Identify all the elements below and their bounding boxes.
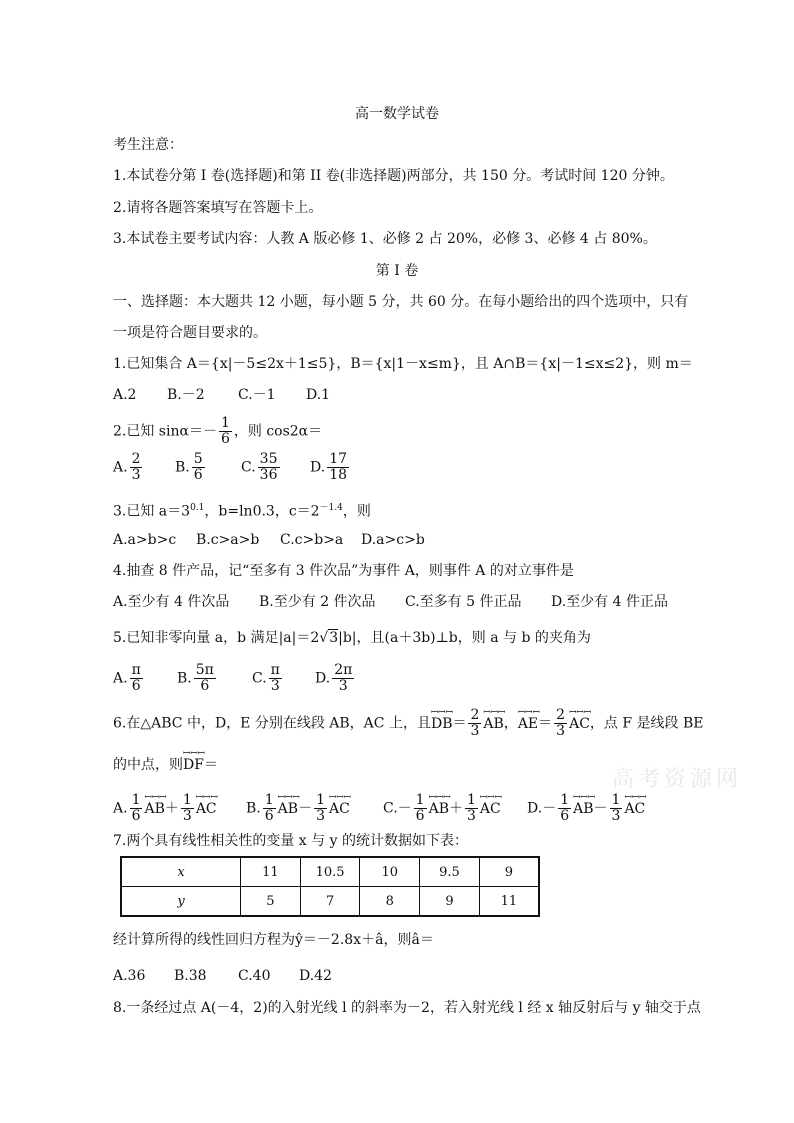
denominator: 3	[611, 808, 621, 824]
vector-label: AB	[277, 800, 299, 817]
vector-ac	[195, 792, 218, 819]
denominator: 3	[270, 678, 280, 694]
numerator: 1	[220, 415, 230, 431]
fraction	[130, 793, 143, 824]
q4-option-a: A.至少有 4 件次品	[113, 594, 230, 610]
notice-heading: 考生注意：	[113, 137, 183, 153]
option-label: D.	[315, 670, 331, 687]
vector-ac	[479, 792, 502, 819]
vector-arrow-icon: ꟷꟷꟷ	[277, 792, 300, 803]
table-cell: 11	[479, 887, 539, 917]
vector-label: AB	[144, 800, 165, 817]
denominator: 6	[193, 467, 203, 483]
table-cell: 10.5	[300, 857, 360, 887]
q6-stem-text: ＝	[203, 757, 218, 773]
vector-label: AB	[428, 800, 449, 817]
fraction	[219, 416, 232, 447]
question-1-stem: 1.已知集合 A＝{x|－5≤2x＋1≤5}，B＝{x|1－x≤m}，且 A∩B＝{x|－1≤x≤2}，则 m＝	[113, 356, 693, 372]
vector-arrow-icon: ꟷꟷꟷ	[624, 792, 647, 803]
denominator: 6	[560, 808, 570, 824]
q6-stem-text: 的中点，则	[113, 757, 183, 773]
fraction	[192, 452, 205, 483]
table-header-y: y	[121, 887, 241, 917]
table-cell: 11	[241, 857, 301, 887]
q6-option-a	[113, 793, 217, 824]
table-row	[121, 857, 539, 887]
denominator: 36	[259, 467, 278, 483]
q7-option-b: B.38	[174, 968, 207, 984]
q6-option-b	[246, 793, 350, 824]
numerator: 1	[264, 792, 274, 808]
q3-stem-text: 3.已知 a＝3	[113, 503, 191, 520]
question-7-stem-cont	[113, 930, 434, 950]
q1-option-d: D.1	[306, 387, 331, 403]
vector-ac	[329, 792, 351, 819]
q1-option-a: A.2	[113, 387, 137, 403]
sign: －	[542, 800, 557, 817]
q5-stem-text: 5.已知非零向量 a，b 满足|a|＝2	[113, 630, 320, 646]
option-label: C.	[252, 670, 267, 687]
equals-sign: ＝	[538, 715, 553, 732]
numerator: π	[131, 662, 141, 678]
q2-stem-text: 2.已知 sinα＝－	[113, 423, 217, 440]
separator: ，	[503, 715, 518, 732]
sqrt-symbol: √	[319, 630, 329, 646]
table-cell: 10	[360, 857, 420, 887]
q4-option-b: B.至少有 2 件次品	[259, 594, 376, 610]
vector-arrow-icon: ꟷꟷꟷ	[183, 749, 205, 759]
operator: ＋	[449, 800, 463, 817]
page-title: 高一数学试卷	[355, 106, 439, 122]
q7-option-c: C.40	[238, 968, 271, 984]
data-table	[120, 856, 540, 917]
question-3-stem	[113, 498, 371, 522]
vector-label: DB	[430, 715, 453, 732]
q3-option-c: C.c>b>a	[280, 532, 344, 548]
q7-stem-text: ＝	[419, 932, 434, 948]
fraction	[269, 663, 282, 694]
denominator: 3	[470, 723, 480, 739]
table-cell: 9	[420, 887, 480, 917]
table-cell: 8	[360, 887, 420, 917]
numerator: 2	[556, 707, 566, 723]
table-row	[121, 887, 539, 917]
vector-arrow-icon: ꟷꟷꟷ	[573, 792, 596, 803]
denominator: 6	[131, 678, 141, 694]
vector-db	[430, 707, 453, 734]
q1-option-b: B.－2	[167, 387, 205, 403]
denominator: 6	[131, 808, 141, 824]
numerator: 1	[182, 792, 192, 808]
a-hat: â	[411, 932, 420, 948]
operator: －	[298, 800, 313, 817]
exponent: 0.1	[190, 503, 205, 513]
vector-ab	[573, 792, 596, 819]
q7-stem-text: ＝－2.8x＋	[302, 932, 376, 948]
q7-option-a: A.36	[113, 968, 146, 984]
numerator: 5π	[195, 662, 214, 678]
vector-label: AE	[517, 715, 539, 732]
denominator: 3	[556, 723, 566, 739]
table-header-x: x	[121, 857, 241, 887]
y-hat: ŷ	[295, 932, 303, 948]
q3-option-d: D.a>c>b	[361, 532, 425, 548]
q5-option-c	[252, 663, 284, 694]
numerator: 5	[193, 451, 203, 467]
denominator: 6	[220, 431, 230, 447]
numerator: 2	[470, 707, 480, 723]
denominator: 6	[200, 678, 210, 694]
question-8-stem: 8.一条经过点 A(－4，2)的入射光线 l 的斜率为－2，若入射光线 l 经 x 轴反射后与 y 轴交于点	[113, 1000, 701, 1016]
numerator: π	[270, 662, 280, 678]
q5-stem-text: |b|，且(a＋3b)⊥b，则 a 与 b 的夹角为	[338, 630, 591, 646]
numerator: 1	[316, 792, 325, 808]
q3-stem-text: ，则	[342, 503, 371, 520]
vector-arrow-icon: ꟷꟷꟷ	[517, 707, 540, 718]
vector-label: AB	[573, 800, 594, 817]
numerator: 1	[560, 792, 570, 808]
fraction	[327, 452, 349, 483]
table-cell: 7	[300, 887, 360, 917]
fraction	[610, 793, 623, 824]
fraction	[181, 793, 194, 824]
question-6-stem	[113, 708, 703, 739]
table-cell: 9	[479, 857, 539, 887]
q6-stem-text: ，点 F 是线段 BE	[589, 715, 704, 732]
vector-ab	[428, 792, 451, 819]
option-label: A.	[113, 459, 128, 476]
q4-option-d: D.至少有 4 件正品	[551, 594, 668, 610]
q5-option-a	[113, 663, 145, 694]
vector-label: AB	[483, 715, 504, 732]
vector-arrow-icon: ꟷꟷꟷ	[483, 707, 506, 718]
equals-sign: ＝	[452, 715, 467, 732]
denominator: 6	[264, 808, 274, 824]
vector-arrow-icon: ꟷꟷꟷ	[195, 792, 218, 803]
fraction	[314, 793, 327, 824]
sqrt-radicand: 3	[329, 630, 339, 646]
fraction	[414, 793, 427, 824]
denominator: 3	[467, 808, 476, 824]
exponent: －1.4	[319, 503, 343, 513]
notice-item: 2.请将各题答案填写在答题卡上。	[113, 200, 323, 216]
vector-arrow-icon: ꟷꟷꟷ	[479, 792, 502, 803]
q2-option-d	[310, 452, 351, 483]
operator: －	[593, 800, 608, 817]
vector-ac	[569, 707, 592, 734]
q3-stem-text: ，b=ln0.3，c＝2	[204, 503, 320, 520]
fraction	[558, 793, 571, 824]
q4-option-c: C.至多有 5 件正品	[405, 594, 522, 610]
vector-label: AC	[479, 800, 501, 817]
fraction	[468, 708, 481, 739]
fraction	[258, 452, 280, 483]
section-title: 第 I 卷	[375, 263, 419, 279]
fraction	[465, 793, 478, 824]
option-label: B.	[177, 670, 192, 687]
denominator: 6	[415, 808, 425, 824]
vector-arrow-icon: ꟷꟷꟷ	[428, 792, 451, 803]
vector-ab	[277, 792, 300, 819]
vector-arrow-icon: ꟷꟷꟷ	[569, 707, 592, 718]
notice-item: 1.本试卷分第 I 卷(选择题)和第 II 卷(非选择题)两部分，共 150 分。考试时间 120 分钟。	[113, 168, 674, 184]
fraction	[263, 793, 276, 824]
question-4-stem: 4.抽查 8 件产品，记“至多有 3 件次品”为事件 A，则事件 A 的对立事件是	[113, 563, 574, 579]
vector-arrow-icon: ꟷꟷꟷ	[329, 792, 351, 803]
notice-item: 3.本试卷主要考试内容：人教 A 版必修 1、必修 2 占 20%，必修 3、必修 4 占 80%。	[113, 231, 657, 247]
denominator: 3	[316, 808, 325, 824]
q1-option-c: C.－1	[238, 387, 276, 403]
vector-ae	[517, 707, 540, 734]
operator: ＋	[164, 800, 179, 817]
table-cell: 5	[241, 887, 301, 917]
q5-option-b	[177, 663, 218, 694]
q7-stem-text: 经计算所得的线性回归方程为	[113, 932, 295, 948]
numerator: 1	[131, 792, 141, 808]
question-5-stem	[113, 628, 591, 648]
denominator: 3	[338, 678, 348, 694]
fraction	[130, 452, 143, 483]
numerator: 2	[131, 451, 141, 467]
vector-arrow-icon: ꟷꟷꟷ	[144, 792, 167, 803]
fraction	[130, 663, 143, 694]
fraction	[332, 663, 354, 694]
numerator: 35	[259, 451, 278, 467]
numerator: 2π	[334, 662, 353, 678]
q6-option-d	[527, 793, 645, 824]
q3-option-b: B.c>a>b	[196, 532, 260, 548]
numerator: 1	[467, 792, 476, 808]
vector-label: AC	[624, 800, 646, 817]
vector-label: AC	[569, 715, 590, 732]
section-intro: 一项是符合题目要求的。	[113, 325, 267, 341]
q3-option-a: A.a>b>c	[113, 532, 177, 548]
denominator: 3	[182, 808, 192, 824]
sign: －	[397, 800, 412, 817]
question-2-stem	[113, 416, 322, 447]
numerator: 17	[329, 451, 348, 467]
q2-option-a	[113, 452, 144, 483]
q7-stem-text: ，则	[383, 932, 412, 948]
table-cell: 9.5	[420, 857, 480, 887]
option-label: A.	[113, 800, 128, 817]
question-6-stem-cont	[113, 749, 218, 775]
vector-ab	[144, 792, 167, 819]
fraction	[554, 708, 567, 739]
denominator: 3	[131, 467, 141, 483]
vector-ab	[483, 707, 506, 734]
option-label: D.	[527, 800, 543, 817]
watermark: 高考资源网	[612, 767, 743, 792]
numerator: 1	[611, 792, 621, 808]
vector-df	[183, 749, 205, 775]
q2-option-b	[175, 452, 207, 483]
q2-stem-text: ，则 cos2α＝	[233, 423, 323, 440]
vector-ac	[624, 792, 647, 819]
denominator: 18	[329, 467, 348, 483]
option-label: C.	[383, 800, 398, 817]
vector-label: DF	[183, 757, 204, 773]
option-label: C.	[241, 459, 256, 476]
q6-option-c	[383, 793, 501, 824]
vector-label: AC	[329, 800, 350, 817]
option-label: A.	[113, 670, 128, 687]
vector-arrow-icon: ꟷꟷꟷ	[430, 707, 453, 718]
section-intro: 一、选择题：本大题共 12 小题，每小题 5 分，共 60 分。在每小题给出的四个选项中，只有	[113, 294, 689, 310]
fraction	[194, 663, 216, 694]
vector-label: AC	[195, 800, 217, 817]
option-label: B.	[175, 459, 190, 476]
option-label: D.	[310, 459, 326, 476]
q7-option-d: D.42	[299, 968, 332, 984]
a-hat: â	[375, 932, 384, 948]
q2-option-c	[241, 452, 282, 483]
q5-option-d	[315, 663, 356, 694]
question-7-stem: 7.两个具有线性相关性的变量 x 与 y 的统计数据如下表：	[113, 833, 468, 849]
option-label: B.	[246, 800, 261, 817]
numerator: 1	[415, 792, 425, 808]
q6-stem-text: 6.在△ABC 中，D，E 分别在线段 AB，AC 上，且	[113, 715, 431, 732]
